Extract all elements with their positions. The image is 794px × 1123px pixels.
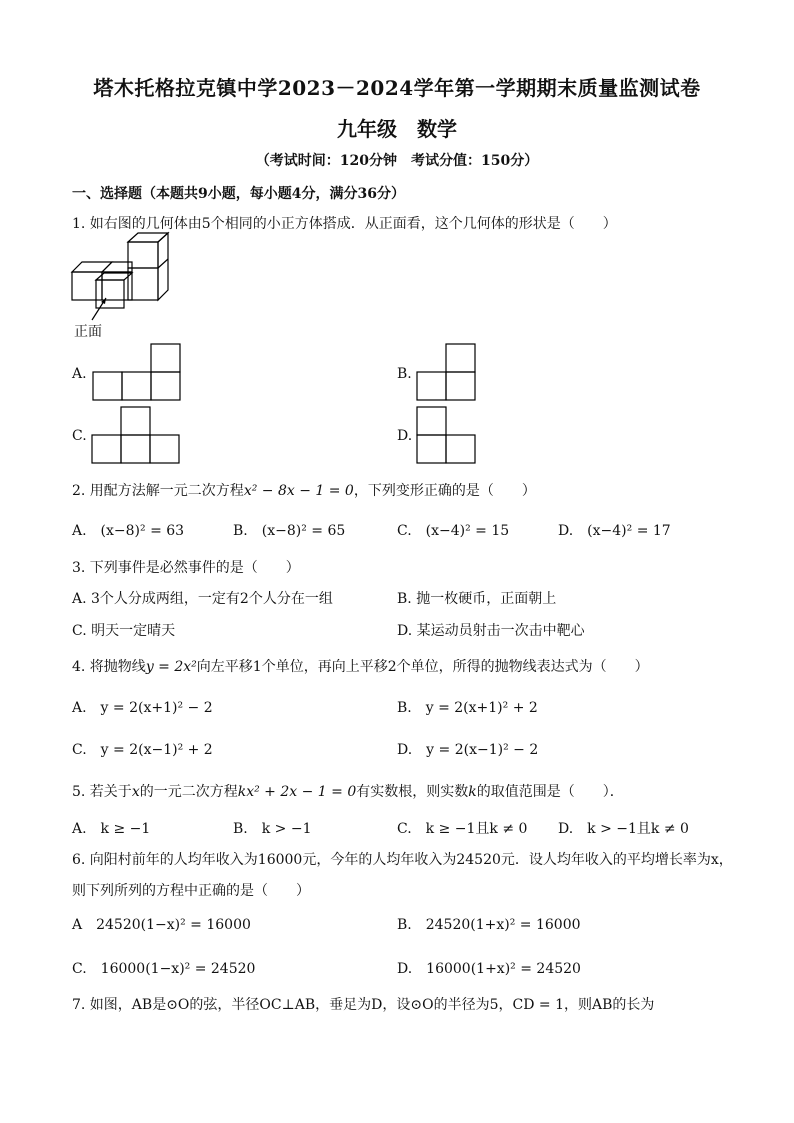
q5-option-d[interactable]: D. k > −1且k ≠ 0	[558, 821, 689, 837]
q5-stem-pre: 5. 若关于	[72, 784, 132, 800]
q4-option-b[interactable]: B. y = 2(x+1)² + 2	[397, 700, 538, 716]
q6-option-a[interactable]: A 24520(1−x)² = 16000	[72, 917, 251, 933]
q1-front-label: 正面	[74, 324, 102, 340]
q3-option-c[interactable]: C. 明天一定晴天	[72, 623, 176, 639]
q3-option-d[interactable]: D. 某运动员射击一次击中靶心	[397, 623, 585, 639]
q1-option-a-figure	[93, 343, 183, 401]
q4-stem-post: 向左平移1个单位，再向上平移2个单位，所得的抛物线表达式为（ ）	[196, 659, 649, 675]
q1-option-d-figure	[417, 406, 479, 464]
q1-option-a-label[interactable]: A.	[72, 366, 87, 382]
exam-info: （考试时间：120分钟 考试分值：150分）	[255, 153, 539, 169]
q5-option-c[interactable]: C. k ≥ −1且k ≠ 0	[397, 821, 528, 837]
q4-stem-pre: 4. 将抛物线	[72, 659, 146, 675]
section-heading: 一、选择题（本题共9小题，每小题4分，满分36分）	[72, 186, 405, 202]
q3-stem: 3. 下列事件是必然事件的是（ ）	[72, 560, 300, 576]
q2-stem-pre: 2. 用配方法解一元二次方程	[72, 483, 244, 499]
q5-var-x: x	[131, 784, 140, 800]
q6-option-d[interactable]: D. 16000(1+x)² = 24520	[397, 961, 581, 977]
q3-option-b[interactable]: B. 抛一枚硬币，正面朝上	[397, 591, 557, 607]
q5-stem-post: 的取值范围是（ ）．	[476, 784, 624, 800]
q1-option-b-figure	[417, 343, 479, 401]
q2-equation: x² − 8x − 1 = 0	[243, 483, 354, 499]
q1-option-c-label[interactable]: C.	[72, 428, 87, 444]
q4-equation: y = 2x²	[145, 659, 197, 675]
q1-cube-figure	[70, 236, 170, 326]
q2-stem-post: ，下列变形正确的是（ ）	[353, 483, 536, 499]
q5-stem	[72, 781, 624, 801]
q5-var-k: k	[468, 784, 477, 800]
q2-option-b[interactable]: B. (x−8)² = 65	[233, 523, 346, 539]
q5-option-a[interactable]: A. k ≥ −1	[72, 821, 151, 837]
q1-option-c-figure	[92, 406, 182, 464]
q5-stem-mid: 的一元二次方程	[139, 784, 238, 800]
q1-option-b-label[interactable]: B.	[397, 366, 412, 382]
exam-title: 塔木托格拉克镇中学2023－2024学年第一学期期末质量监测试卷	[93, 76, 701, 100]
q2-stem	[72, 480, 536, 500]
q6-option-c[interactable]: C. 16000(1−x)² = 24520	[72, 961, 256, 977]
q4-stem	[72, 656, 649, 676]
q5-option-b[interactable]: B. k > −1	[233, 821, 312, 837]
q2-option-d[interactable]: D. (x−4)² = 17	[558, 523, 671, 539]
q7-stem: 7. 如图，AB是⊙O的弦，半径OC⊥AB，垂足为D，设⊙O的半径为5，CD = 1，则AB的长为	[72, 997, 655, 1013]
q1-stem: 1. 如右图的几何体由5个相同的小正方体搭成．从正面看，这个几何体的形状是（ ）	[72, 216, 617, 232]
q6-stem-line1: 6. 向阳村前年的人均年收入为16000元，今年的人均年收入为24520元．设人均年收入的平均增长率为x，	[72, 852, 733, 868]
q4-option-a[interactable]: A. y = 2(x+1)² − 2	[72, 700, 213, 716]
q2-option-a[interactable]: A. (x−8)² = 63	[72, 523, 185, 539]
q4-option-c[interactable]: C. y = 2(x−1)² + 2	[72, 742, 213, 758]
q2-option-c[interactable]: C. (x−4)² = 15	[397, 523, 510, 539]
q6-stem-line2: 则下列所列的方程中正确的是（ ）	[72, 883, 310, 899]
q6-option-b[interactable]: B. 24520(1+x)² = 16000	[397, 917, 581, 933]
q1-option-d-label[interactable]: D.	[397, 428, 413, 444]
exam-subtitle: 九年级 数学	[337, 117, 457, 141]
q4-option-d[interactable]: D. y = 2(x−1)² − 2	[397, 742, 539, 758]
q5-stem-mid2: 有实数根，则实数	[356, 784, 469, 800]
q5-equation: kx² + 2x − 1 = 0	[237, 784, 357, 800]
q3-option-a[interactable]: A. 3个人分成两组，一定有2个人分在一组	[72, 591, 333, 607]
